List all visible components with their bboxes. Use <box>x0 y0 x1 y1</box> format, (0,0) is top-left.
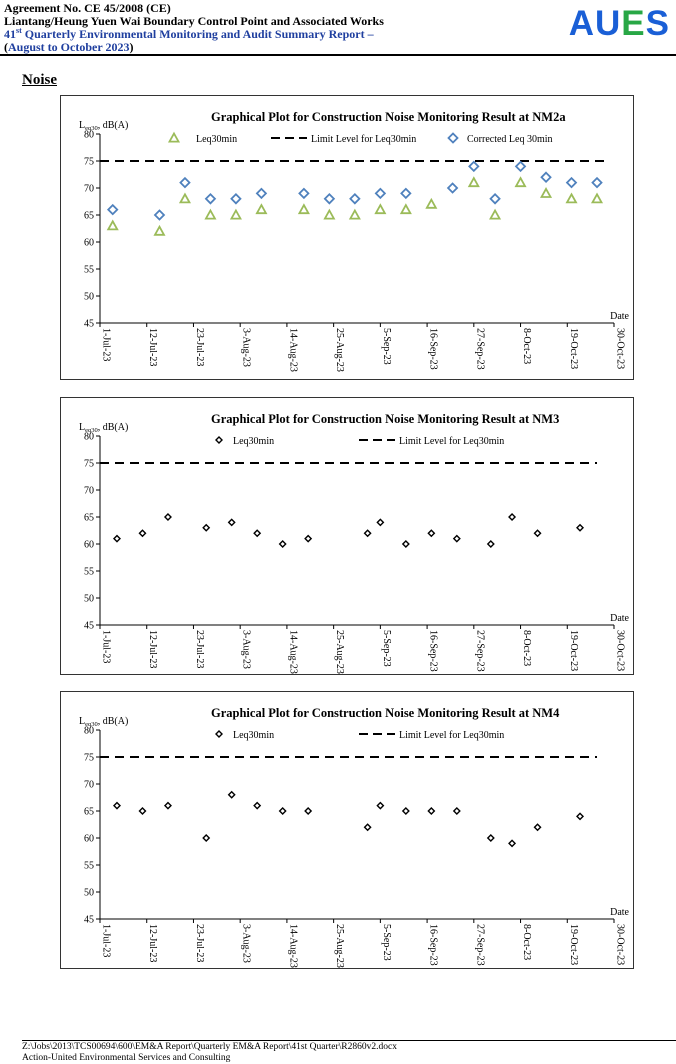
data-point-triangle <box>180 194 189 202</box>
data-point-triangle <box>206 211 215 219</box>
data-point-diamond <box>516 162 525 171</box>
x-tick-label: 16-Sep-23 <box>427 924 439 966</box>
y-tick-label: 60 <box>84 237 94 249</box>
x-tick-label: 12-Jul-23 <box>147 328 159 367</box>
data-point-diamond <box>139 808 145 814</box>
data-point-diamond <box>108 205 117 214</box>
data-point-diamond <box>376 189 385 198</box>
y-tick-label: 65 <box>84 806 94 818</box>
x-tick-label: 14-Aug-23 <box>287 630 299 674</box>
chart-nm4 <box>60 691 634 969</box>
data-point-diamond <box>403 808 409 814</box>
logo-letter: A <box>568 4 595 43</box>
x-axis-label: Date <box>610 311 629 322</box>
data-point-diamond <box>165 803 171 809</box>
x-tick-label: 23-Jul-23 <box>193 924 205 963</box>
data-point-diamond <box>280 808 286 814</box>
y-tick-label: 70 <box>84 183 94 195</box>
data-point-diamond <box>254 803 260 809</box>
y-tick-label: 70 <box>84 485 94 497</box>
x-tick-label: 8-Oct-23 <box>521 924 533 961</box>
data-point-diamond <box>254 530 260 536</box>
x-tick-label: 30-Oct-23 <box>614 924 626 966</box>
y-tick-label: 45 <box>84 620 94 632</box>
aues-logo <box>569 5 670 43</box>
data-point-diamond <box>180 178 189 187</box>
x-tick-label: 25-Aug-23 <box>334 924 346 968</box>
x-tick-label: 14-Aug-23 <box>287 924 299 968</box>
data-point-diamond <box>114 803 120 809</box>
x-tick-label: 12-Jul-23 <box>147 924 159 963</box>
logo-letter: E <box>621 4 646 43</box>
x-tick-label: 23-Jul-23 <box>193 630 205 669</box>
data-point-diamond <box>577 525 583 531</box>
y-tick-label: 80 <box>84 431 94 443</box>
y-tick-label: 65 <box>84 512 94 524</box>
chart-title: Graphical Plot for Construction Noise Monitoring Result at NM4 <box>211 706 560 720</box>
report-period-close: ) <box>129 40 134 54</box>
legend-limit-label: Limit Level for Leq30min <box>399 730 505 741</box>
data-point-diamond <box>448 184 457 193</box>
y-tick-label: 45 <box>84 914 94 926</box>
data-point-triangle <box>593 194 602 202</box>
data-point-triangle <box>325 211 334 219</box>
data-point-diamond <box>305 808 311 814</box>
y-tick-label: 60 <box>84 539 94 551</box>
x-tick-label: 1-Jul-23 <box>100 328 112 362</box>
x-tick-label: 27-Sep-23 <box>474 924 486 966</box>
data-point-diamond <box>203 835 209 841</box>
x-tick-label: 30-Oct-23 <box>614 328 626 370</box>
data-point-triangle <box>567 194 576 202</box>
x-tick-label: 12-Jul-23 <box>147 630 159 669</box>
data-point-diamond <box>350 194 359 203</box>
data-point-diamond <box>428 530 434 536</box>
x-tick-label: 25-Aug-23 <box>334 328 346 372</box>
data-point-diamond <box>454 808 460 814</box>
data-point-diamond <box>155 211 164 220</box>
data-point-diamond <box>488 541 494 547</box>
data-point-diamond <box>491 194 500 203</box>
y-axis-label: $L_{eq30}$, dB(A) <box>79 716 129 728</box>
y-tick-label: 65 <box>84 210 94 222</box>
header-divider <box>0 54 676 56</box>
y-tick-label: 80 <box>84 129 94 141</box>
page-footer <box>22 1042 397 1064</box>
x-tick-label: 16-Sep-23 <box>427 630 439 672</box>
data-point-diamond <box>257 189 266 198</box>
data-point-triangle <box>469 178 478 186</box>
data-point-triangle <box>427 200 436 208</box>
report-title-text: Quarterly Environmental Monitoring and Audit Summary Report – <box>21 27 374 41</box>
data-point-triangle <box>401 205 410 213</box>
data-point-triangle <box>516 178 525 186</box>
y-tick-label: 55 <box>84 264 94 276</box>
data-point-diamond <box>488 835 494 841</box>
data-point-triangle <box>542 189 551 197</box>
y-tick-label: 50 <box>84 887 94 899</box>
x-tick-label: 23-Jul-23 <box>193 328 205 367</box>
y-tick-label: 55 <box>84 860 94 872</box>
data-point-diamond <box>377 519 383 525</box>
agreement-number: Agreement No. CE 45/2008 (CE) <box>4 1 171 15</box>
data-point-diamond <box>114 536 120 542</box>
data-point-triangle <box>108 221 117 229</box>
data-point-diamond <box>535 530 541 536</box>
data-point-diamond <box>280 541 286 547</box>
data-point-diamond <box>206 194 215 203</box>
data-point-diamond <box>305 536 311 542</box>
report-period-text: August to October 2023 <box>8 40 130 54</box>
footer-divider <box>22 1040 676 1041</box>
y-axis-label: $L_{eq30}$, dB(A) <box>79 422 129 434</box>
data-point-triangle <box>231 211 240 219</box>
x-tick-label: 5-Sep-23 <box>380 630 392 667</box>
section-title: Noise <box>22 72 57 88</box>
data-point-diamond <box>229 519 235 525</box>
logo-letter: S <box>645 4 670 43</box>
legend-marker <box>170 134 179 142</box>
x-tick-label: 27-Sep-23 <box>474 328 486 370</box>
x-tick-label: 19-Oct-23 <box>567 924 579 966</box>
data-point-diamond <box>203 525 209 531</box>
x-tick-label: 5-Sep-23 <box>380 328 392 365</box>
data-point-diamond <box>403 541 409 547</box>
x-axis-label: Date <box>610 613 629 624</box>
data-point-diamond <box>229 792 235 798</box>
y-tick-label: 75 <box>84 156 94 168</box>
data-point-triangle <box>257 205 266 213</box>
x-tick-label: 25-Aug-23 <box>334 630 346 674</box>
x-tick-label: 30-Oct-23 <box>614 630 626 672</box>
chart-nm3 <box>60 397 634 675</box>
y-tick-label: 75 <box>84 458 94 470</box>
legend-limit-label: Limit Level for Leq30min <box>311 134 417 145</box>
data-point-diamond <box>377 803 383 809</box>
data-point-diamond <box>469 162 478 171</box>
x-tick-label: 8-Oct-23 <box>521 328 533 365</box>
report-number: 41 <box>4 27 16 41</box>
x-tick-label: 19-Oct-23 <box>567 630 579 672</box>
data-point-diamond <box>428 808 434 814</box>
project-title: Liantang/Heung Yuen Wai Boundary Control Point and Associated Works <box>4 14 384 28</box>
data-point-diamond <box>535 824 541 830</box>
chart-nm3-plot <box>61 398 633 674</box>
chart-title: Graphical Plot for Construction Noise Monitoring Result at NM3 <box>211 412 560 426</box>
data-point-diamond <box>577 813 583 819</box>
x-tick-label: 19-Oct-23 <box>567 328 579 370</box>
data-point-diamond <box>567 178 576 187</box>
x-tick-label: 5-Sep-23 <box>380 924 392 961</box>
x-tick-label: 1-Jul-23 <box>100 630 112 664</box>
x-tick-label: 1-Jul-23 <box>100 924 112 958</box>
report-number-suffix: st <box>16 26 22 35</box>
chart-nm2a <box>60 95 634 380</box>
data-point-diamond <box>454 536 460 542</box>
report-period-open: ( <box>4 40 8 54</box>
legend-label: Leq30min <box>196 134 238 145</box>
data-point-diamond <box>593 178 602 187</box>
data-point-triangle <box>350 211 359 219</box>
data-point-diamond <box>401 189 410 198</box>
data-point-diamond <box>299 189 308 198</box>
data-point-diamond <box>165 514 171 520</box>
x-tick-label: 3-Aug-23 <box>240 328 252 367</box>
data-point-diamond <box>365 530 371 536</box>
data-point-diamond <box>509 840 515 846</box>
x-tick-label: 14-Aug-23 <box>287 328 299 372</box>
y-tick-label: 60 <box>84 833 94 845</box>
y-tick-label: 80 <box>84 725 94 737</box>
legend-label: Leq30min <box>233 436 275 447</box>
data-point-triangle <box>155 227 164 235</box>
data-point-diamond <box>509 514 515 520</box>
x-tick-label: 3-Aug-23 <box>240 630 252 669</box>
y-axis-label: $L_{eq30}$, dB(A) <box>79 120 129 132</box>
y-tick-label: 70 <box>84 779 94 791</box>
y-tick-label: 50 <box>84 291 94 303</box>
data-point-diamond <box>231 194 240 203</box>
file-path: Z:\Jobs\2013\TCS00694\600\EM&A Report\Quarterly EM&A Report\41st Quarter\R2860v2.docx <box>22 1042 397 1052</box>
page-header <box>4 2 672 54</box>
chart-nm4-plot <box>61 692 633 968</box>
legend-limit-label: Limit Level for Leq30min <box>399 436 505 447</box>
logo-letter: U <box>595 4 622 43</box>
chart-title: Graphical Plot for Construction Noise Monitoring Result at NM2a <box>211 110 566 124</box>
x-axis-label: Date <box>610 907 629 918</box>
y-tick-label: 75 <box>84 752 94 764</box>
x-tick-label: 3-Aug-23 <box>240 924 252 963</box>
legend-label: Corrected Leq 30min <box>467 134 553 145</box>
data-point-diamond <box>325 194 334 203</box>
x-tick-label: 16-Sep-23 <box>427 328 439 370</box>
data-point-diamond <box>542 173 551 182</box>
data-point-triangle <box>491 211 500 219</box>
legend-marker <box>216 731 222 737</box>
x-tick-label: 27-Sep-23 <box>474 630 486 672</box>
data-point-diamond <box>365 824 371 830</box>
y-tick-label: 50 <box>84 593 94 605</box>
y-tick-label: 45 <box>84 318 94 330</box>
data-point-triangle <box>299 205 308 213</box>
x-tick-label: 8-Oct-23 <box>521 630 533 667</box>
legend-marker <box>216 437 222 443</box>
y-tick-label: 55 <box>84 566 94 578</box>
chart-nm2a-plot <box>61 96 633 379</box>
legend-marker <box>449 134 458 143</box>
data-point-diamond <box>139 530 145 536</box>
company-name: Action-United Environmental Services and Consulting <box>22 1053 231 1063</box>
legend-label: Leq30min <box>233 730 275 741</box>
data-point-triangle <box>376 205 385 213</box>
